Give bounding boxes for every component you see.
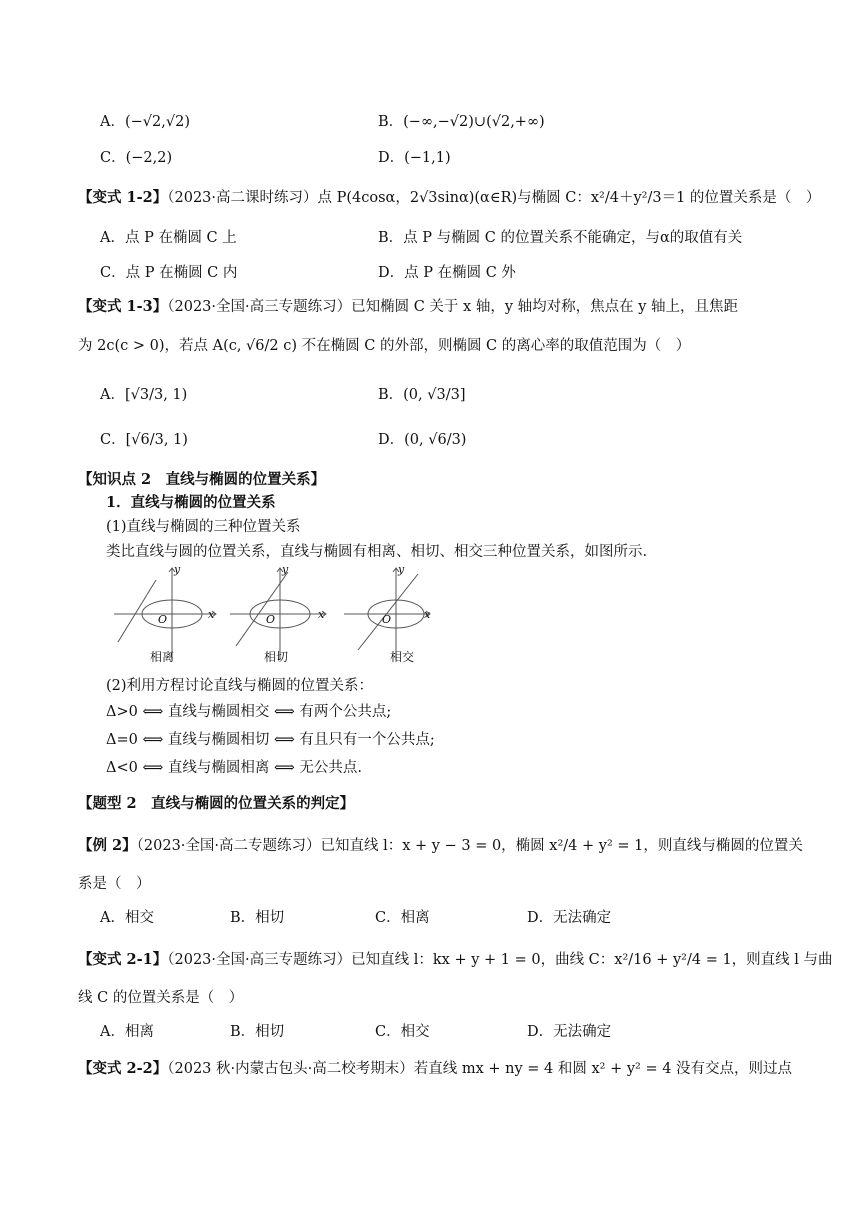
- option-a: A．[√3/3, 1): [100, 387, 188, 403]
- option-b: B．相切: [230, 1024, 285, 1040]
- figure-tangent: [230, 568, 326, 660]
- question-stem-line2: 线 C 的位置关系是（ ）: [78, 990, 244, 1006]
- rule-intersect: Δ>0 ⟺ 直线与椭圆相交 ⟺ 有两个公共点;: [106, 704, 392, 720]
- question-tag: 【变式 2-1】: [78, 951, 168, 968]
- question-stem-line2: 系是（ ）: [78, 876, 151, 892]
- question-tag: 【变式 1-3】: [78, 298, 168, 315]
- description: 类比直线与圆的位置关系，直线与椭圆有相离、相切、相交三种位置关系，如图所示.: [106, 544, 648, 560]
- axis-label-x: x: [424, 608, 431, 621]
- option-d: D．点 P 在椭圆 C 外: [378, 265, 516, 281]
- question-stem-line2: 为 2c(c > 0)，若点 A(c, √6/2 c) 不在椭圆 C 的外部，则椭圆 C 的离心率的取值范围为（ ）: [78, 338, 691, 354]
- option-c: C．[√6/3, 1): [100, 432, 188, 448]
- option-a: A．相交: [100, 910, 154, 926]
- example-2: [78, 834, 803, 855]
- axis-label-y: y: [282, 563, 289, 576]
- option-d: D．(−1,1): [378, 150, 451, 166]
- subheading: (1)直线与椭圆的三种位置关系: [106, 519, 301, 535]
- option-b: B．点 P 与椭圆 C 的位置关系不能确定，与α的取值有关: [378, 230, 743, 246]
- option-d: D．无法确定: [527, 910, 612, 926]
- question-2-2: [78, 1057, 792, 1078]
- rule-separate: Δ<0 ⟺ 直线与椭圆相离 ⟺ 无公共点.: [106, 760, 362, 776]
- option-a: A．点 P 在椭圆 C 上: [100, 230, 237, 246]
- axis-label-y: y: [174, 563, 181, 576]
- option-b: B．(−∞,−√2)∪(√2,+∞): [378, 114, 545, 130]
- option-d: D．无法确定: [527, 1024, 612, 1040]
- question-stem: （2023·全国·高二专题练习）已知直线 l：x + y − 3 = 0，椭圆 x²/4 + y² = 1，则直线与椭圆的位置关: [136, 838, 803, 854]
- question-stem: （2023·全国·高三专题练习）已知直线 l：kx + y + 1 = 0，曲线 C：x²/16 + y²/4 = 1，则直线 l 与曲: [167, 952, 833, 968]
- option-b: B．相切: [230, 910, 285, 926]
- option-c: C．相交: [375, 1024, 430, 1040]
- question-1-2: [78, 186, 820, 207]
- figure-label-tangent: 相切: [264, 650, 289, 664]
- question-stem: （2023 秋·内蒙古包头·高二校考期末）若直线 mx + ny = 4 和圆 x² + y² = 4 没有交点，则过点: [167, 1061, 793, 1077]
- question-1-3: [78, 295, 738, 316]
- question-stem: （2023·全国·高三专题练习）已知椭圆 C 关于 x 轴，y 轴均对称，焦点在 y 轴上，且焦距: [167, 299, 739, 315]
- question-tag: 【例 2】: [78, 837, 137, 854]
- axis-label-x: x: [208, 608, 215, 621]
- question-stem: （2023·高二课时练习）点 P(4cosα，2√3sinα)(α∈R)与椭圆 C：x²/4＋y²/3＝1 的位置关系是（ ）: [167, 190, 821, 206]
- rule-tangent: Δ=0 ⟺ 直线与椭圆相切 ⟺ 有且只有一个公共点;: [106, 732, 435, 748]
- subheading: 1．直线与椭圆的位置关系: [106, 494, 276, 511]
- origin-label: O: [158, 613, 168, 626]
- origin-label: O: [382, 613, 392, 626]
- section-heading: 【题型 2 直线与椭圆的位置关系的判定】: [78, 795, 355, 812]
- figure-label-separate: 相离: [150, 650, 175, 664]
- axis-label-y: y: [398, 563, 405, 576]
- origin-label: O: [266, 613, 276, 626]
- question-2-1: [78, 948, 833, 969]
- option-b: B．(0, √3/3]: [378, 387, 466, 403]
- question-tag: 【变式 1-2】: [78, 189, 168, 206]
- option-c: C．(−2,2): [100, 150, 173, 166]
- question-tag: 【变式 2-2】: [78, 1060, 168, 1077]
- option-c: C．点 P 在椭圆 C 内: [100, 265, 238, 281]
- figure-label-intersect: 相交: [390, 650, 415, 664]
- axis-label-x: x: [318, 608, 325, 621]
- option-d: D．(0, √6/3): [378, 432, 467, 448]
- option-c: C．相离: [375, 910, 430, 926]
- section-heading: 【知识点 2 直线与椭圆的位置关系】: [78, 471, 326, 488]
- subheading: (2)利用方程讨论直线与椭圆的位置关系：: [106, 678, 374, 694]
- option-a: A．(−√2,√2): [100, 114, 190, 130]
- option-a: A．相离: [100, 1024, 154, 1040]
